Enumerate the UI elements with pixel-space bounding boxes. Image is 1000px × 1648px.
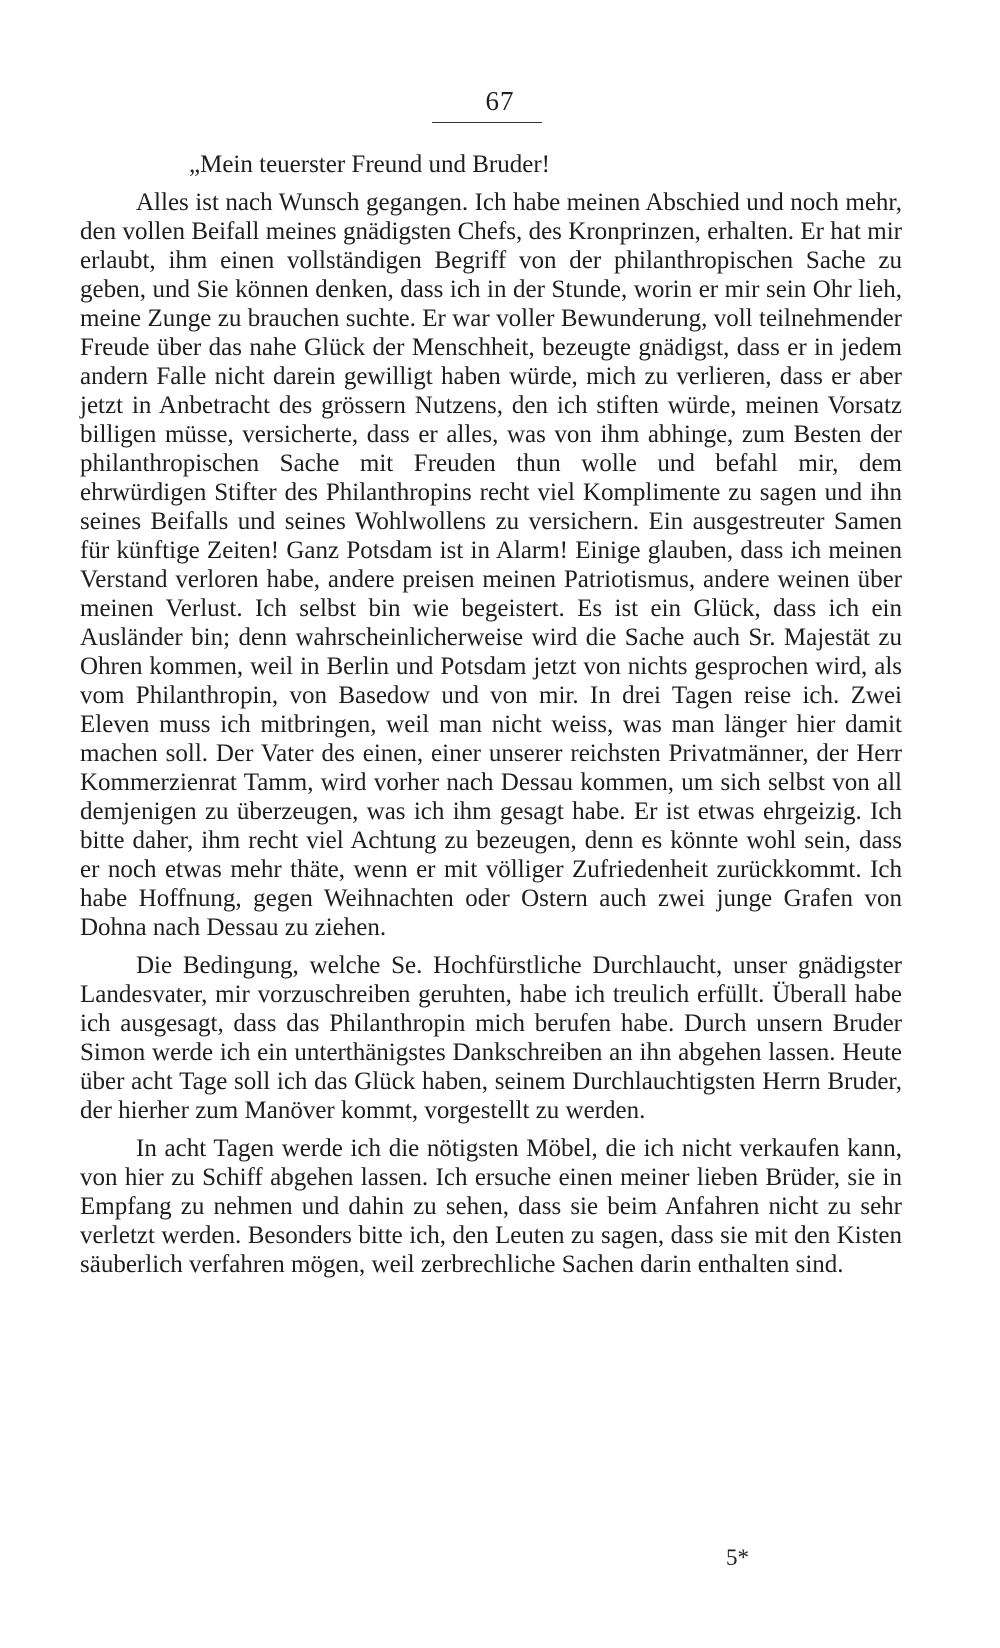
paragraph-2: Die Bedingung, welche Se. Hochfürstliche Durchlaucht, unser gnädigster Landesvater, mir vorzuschreiben geruhten, habe ich treulich erfüllt. Überall habe ich ausgesagt, dass das Philanthropin mich berufen habe. Durch unsern Bruder Simon werde ich ein unterthänigstes Dankschreiben an ihn abgehen lassen. Heute über acht Tage soll ich das Glück haben, seinem Durchlauchtigsten Herrn Bruder, der hierher zum Manöver kommt, vorgestellt zu werden. xyxy=(80,952,902,1124)
page-number: 67 xyxy=(485,86,515,116)
header-rule xyxy=(432,122,542,123)
paragraph-3: In acht Tagen werde ich die nötigsten Möbel, die ich nicht verkaufen kann, von hier zu Schiff abgehen lassen. Ich ersuche einen meiner lieben Brüder, sie in Empfang zu nehmen und dahin zu sehen, dass sie beim Anfahren nicht zu sehr verletzt werden. Besonders bitte ich, den Leuten zu sagen, dass sie mit den Kisten säuberlich verfahren mögen, weil zerbrechliche Sachen darin enthalten sind. xyxy=(80,1135,902,1278)
signature-mark: 5* xyxy=(726,1545,749,1570)
body-text xyxy=(80,150,902,1279)
letter-salutation: „Mein teuerster Freund und Bruder! xyxy=(189,151,550,178)
paragraph-1: Alles ist nach Wunsch gegangen. Ich habe meinen Abschied und noch mehr, den vollen Beifall meines gnädigsten Chefs, des Kronprinzen, erhalten. Er hat mir erlaubt, ihm einen vollständigen Begriff von der philanthropischen Sache zu geben, und Sie können denken, dass ich in der Stunde, worin er mir sein Ohr lieh, meine Zunge zu brauchen suchte. Er war voller Bewunderung, voll teilnehmender Freude über das nahe Glück der Menschheit, bezeugte gnädigst, dass er in jedem andern Falle nicht darein gewilligt haben würde, mich zu verlieren, dass er aber jetzt in Anbetracht des grössern Nutzens, den ich stiften würde, meinen Vorsatz billigen müsse, versicherte, dass er alles, was von ihm abhinge, zum Besten der philanthropischen Sache mit Freuden thun wolle und befahl mir, dem ehrwürdigen Stifter des Philanthropins recht viel Komplimente zu sagen und ihn seines Beifalls und seines Wohlwollens zu versichern. Ein ausgestreuter Samen für künftige Zeiten! Ganz Potsdam ist in Alarm! Einige glauben, dass ich meinen Verstand verloren habe, andere preisen meinen Patriotismus, andere weinen über meinen Verlust. Ich selbst bin wie begeistert. Es ist ein Glück, dass ich ein Ausländer bin; denn wahrscheinlicherweise wird die Sache auch Sr. Majestät zu Ohren kommen, weil in Berlin und Potsdam jetzt von nichts gesprochen wird, als vom Philanthropin, von Basedow und von mir. In drei Tagen reise ich. Zwei Eleven muss ich mitbringen, weil man nicht weiss, was man länger hier damit machen soll. Der Vater des einen, einer unserer reichsten Privatmänner, der Herr Kommerzienrat Tamm, wird vorher nach Dessau kommen, um sich selbst von all demjenigen zu überzeugen, was ich ihm gesagt habe. Er ist etwas ehrgeizig. Ich bitte daher, ihm recht viel Achtung zu bezeugen, denn es könnte wohl sein, dass er noch etwas mehr thäte, wenn er mit völliger Zufriedenheit zurückkommt. Ich habe Hoffnung, gegen Weihnachten oder Ostern auch zwei junge Grafen von Dohna nach Dessau zu ziehen. xyxy=(80,189,902,941)
